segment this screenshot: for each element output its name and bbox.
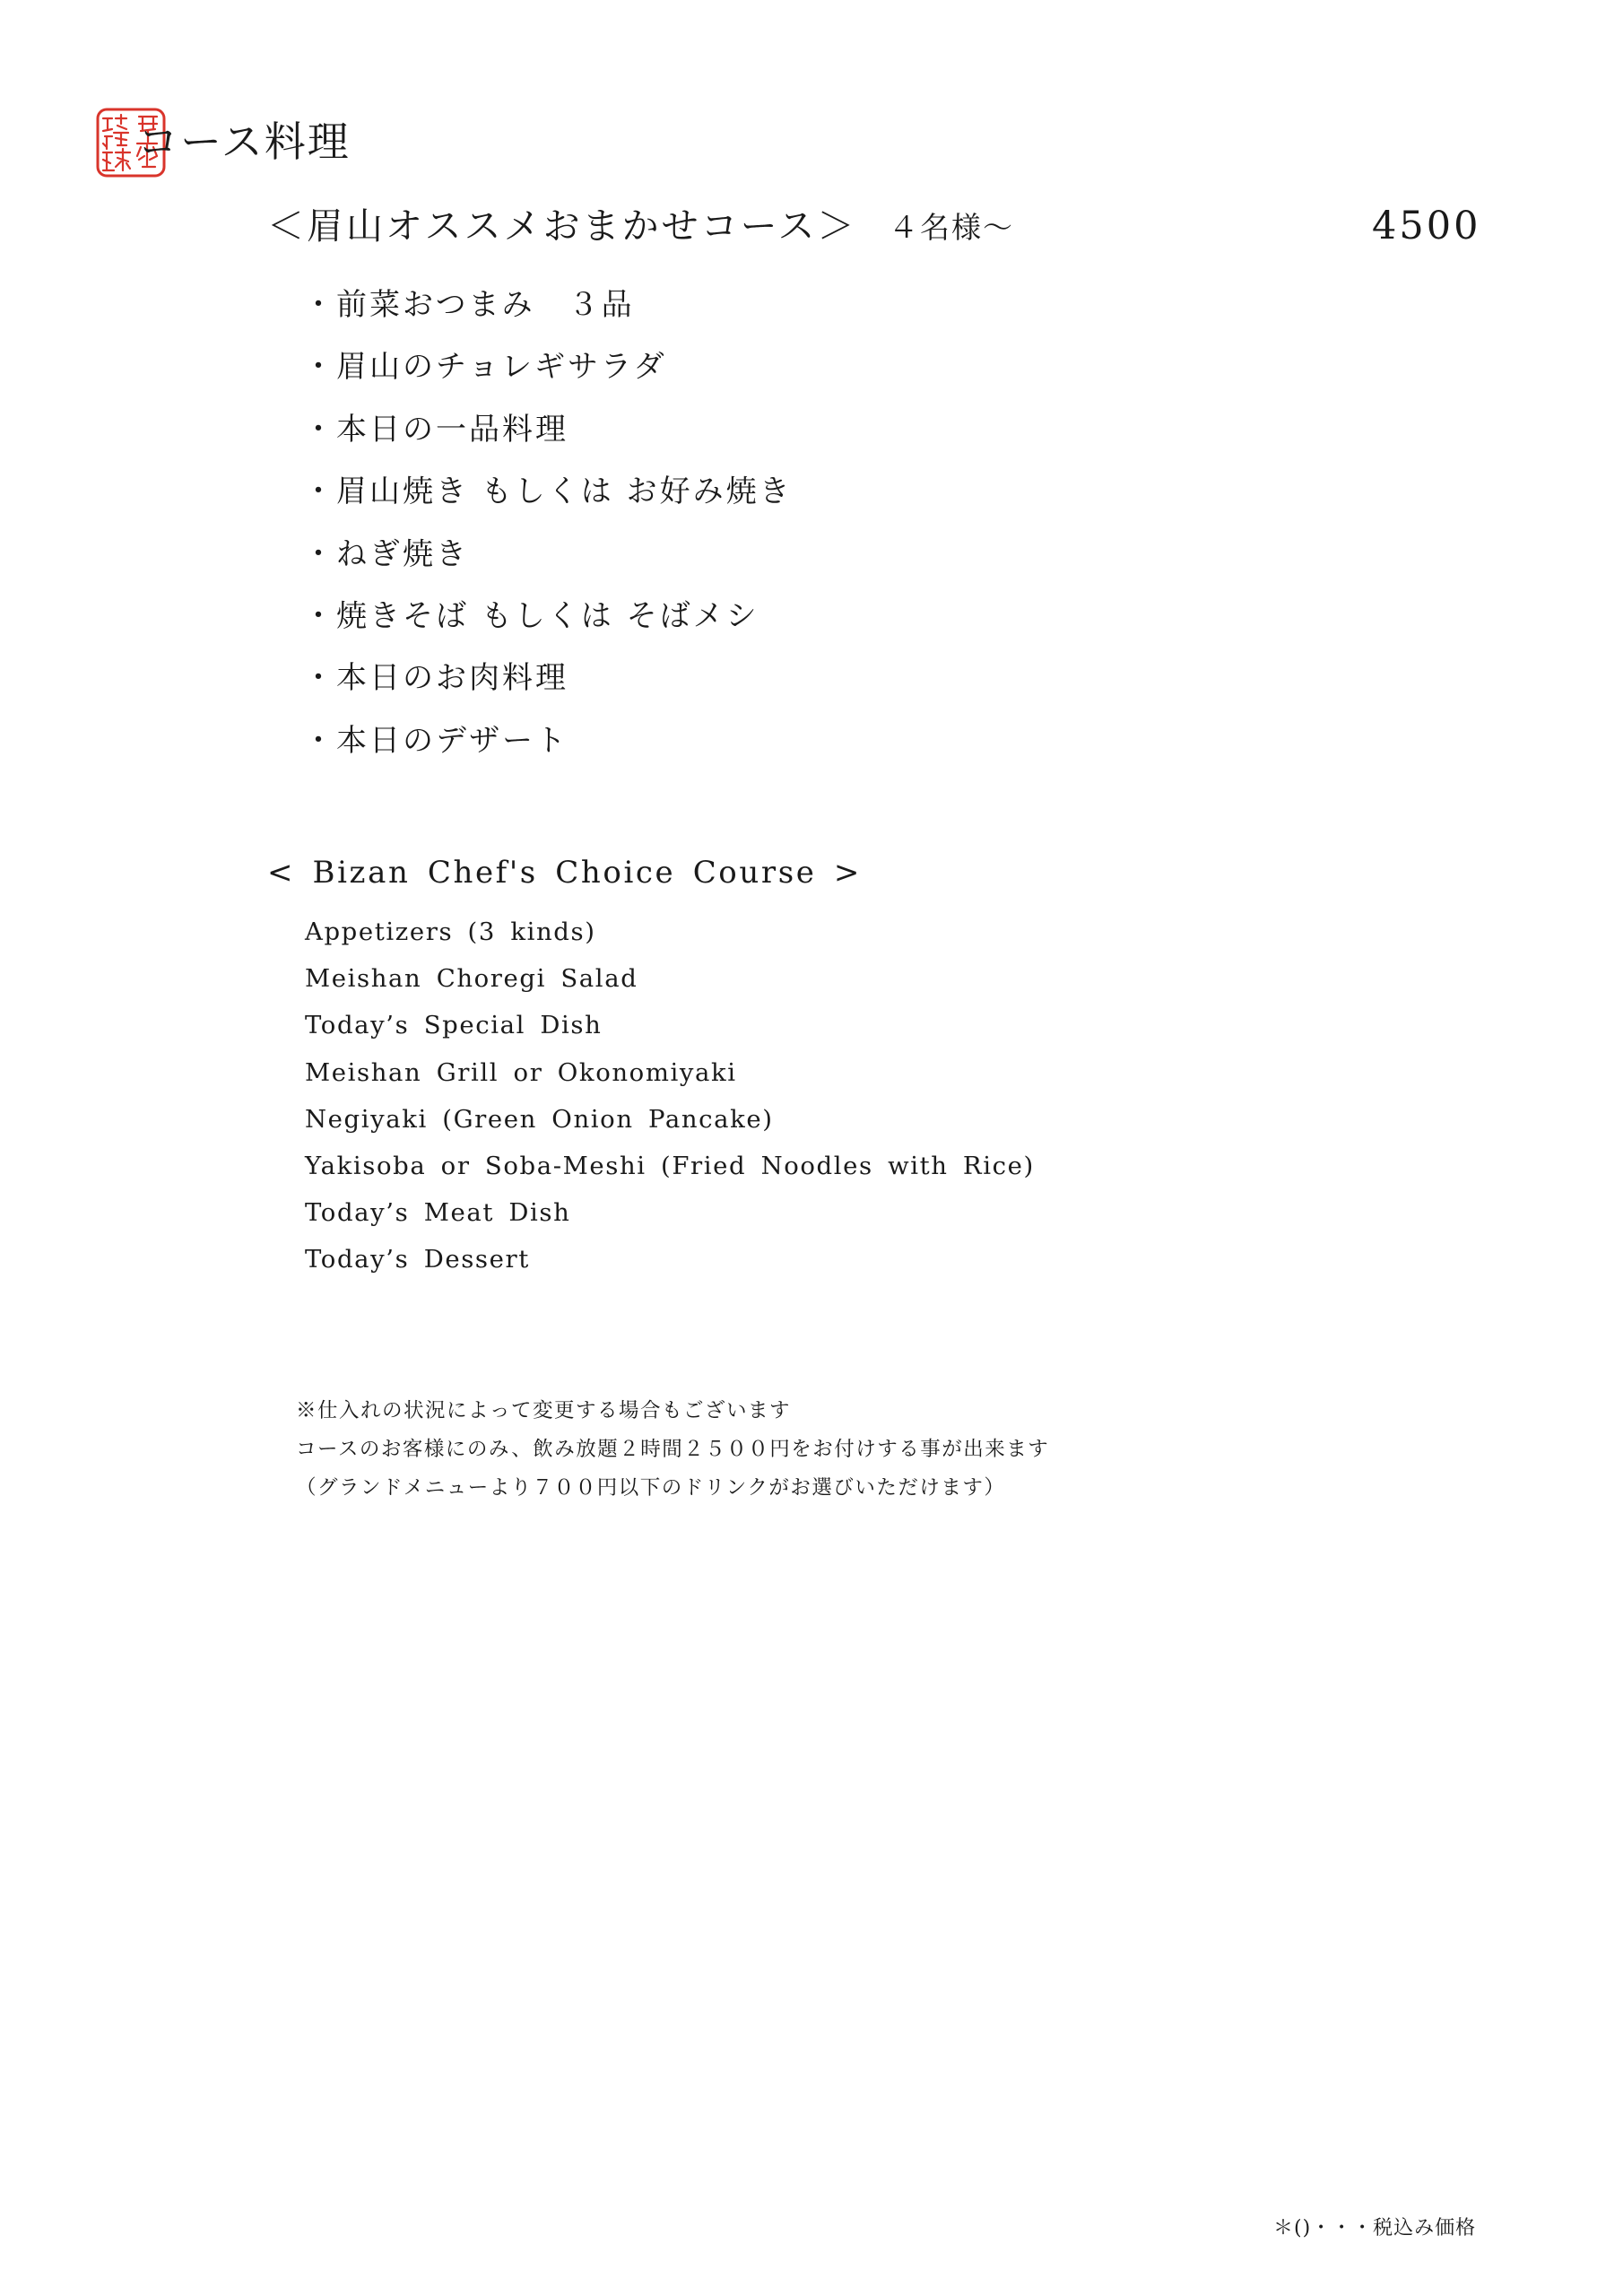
list-item: Appetizers (3 kinds) [305, 918, 596, 946]
note-line: （グランドメニューより７００円以下のドリンクがお選びいただけます） [296, 1476, 1006, 1500]
list-item: ・本日のお肉料理 [303, 660, 568, 697]
page-title: コース料理 [137, 117, 351, 166]
note-line: ※仕入れの状況によって変更する場合もございます [296, 1399, 792, 1422]
course-items-english [305, 914, 1035, 1289]
list-item: ・焼きそば もしくは そばメシ [303, 597, 759, 634]
course-party-size: ４名様～ [889, 210, 1014, 245]
course-header [267, 197, 1481, 255]
note-line: コースのお客様にのみ、飲み放題２時間２５００円をお付けする事が出来ます [296, 1438, 1050, 1461]
list-item: Today’s Dessert [305, 1245, 530, 1274]
list-item: Yakisoba or Soba-Meshi (Fried Noodles with Rice) [305, 1151, 1035, 1180]
course-items-japanese [303, 283, 793, 780]
list-item: ・本日の一品料理 [303, 411, 568, 448]
list-item: ・前菜おつまみ ３品 [303, 287, 635, 323]
list-item: Meishan Grill or Okonomiyaki [305, 1057, 737, 1087]
course-name-english: < Bizan Chef's Choice Course > [267, 855, 862, 891]
tax-note: ＊()・・・税込み価格 [1273, 2217, 1477, 2239]
course-price: 4500 [1372, 204, 1481, 248]
list-item: Meishan Choregi Salad [305, 964, 638, 994]
list-item: Today’s Special Dish [305, 1011, 603, 1040]
list-item: ・ねぎ焼き [303, 535, 469, 572]
list-item: Today’s Meat Dish [305, 1198, 571, 1228]
notes [296, 1396, 1049, 1511]
list-item: Negiyaki (Green Onion Pancake) [305, 1104, 774, 1134]
course-name: ＜眉山オススメおまかせコース＞ [267, 204, 857, 248]
list-item: ・眉山焼き もしくは お好み焼き [303, 474, 793, 510]
list-item: ・眉山のチョレギサラダ [303, 349, 667, 386]
list-item: ・本日のデザート [303, 722, 568, 759]
